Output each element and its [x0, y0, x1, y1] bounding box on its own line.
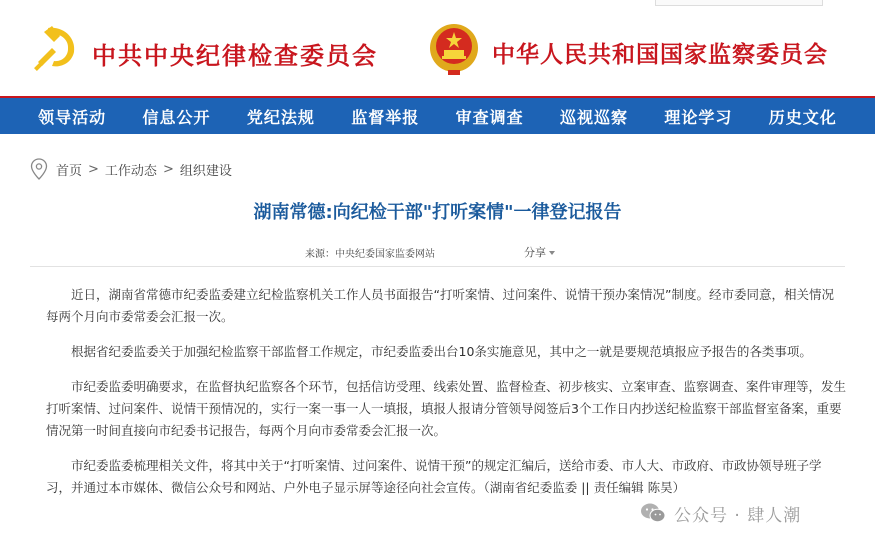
- breadcrumb-home[interactable]: 首页: [56, 163, 83, 179]
- share-button[interactable]: [524, 244, 555, 260]
- breadcrumb-separator: >: [88, 161, 99, 177]
- site-header: [0, 0, 875, 96]
- location-pin-icon: [30, 158, 48, 180]
- party-emblem-icon: [30, 22, 82, 72]
- article-paragraph: 近日，湖南省常德市纪委监委建立纪检监察机关工作人员书面报告“打听案情、过问案件、说情干预办案情况”制度。经市委同意，相关情况每两个月向市委常委会汇报一次。: [46, 287, 834, 324]
- article-paragraph: 市纪委监委梳理相关文件，将其中关于“打听案情、过问案件、说情干预”的规定汇编后，送给市委、市人大、市政府、市政协领导班子学习，并通过本市媒体、微信公众号和网站、户外电子显示屏等途径向社会宣传。（湖南省纪委监委 || 责任编辑 陈昊）: [46, 458, 822, 495]
- nav-item-theory[interactable]: 理论学习: [664, 107, 733, 127]
- nav-item-investigation[interactable]: 审查调查: [455, 107, 524, 127]
- article-body: [46, 284, 846, 512]
- national-emblem-icon: [428, 22, 480, 76]
- top-search-box[interactable]: [655, 0, 823, 6]
- breadcrumb-org-building[interactable]: 组织建设: [179, 163, 232, 179]
- article-title: 湖南常德:向纪检干部"打听案情"一律登记报告: [253, 202, 622, 223]
- divider: [30, 266, 845, 267]
- article-source: 来源：中央纪委国家监委网站: [305, 249, 435, 260]
- nav-item-leadership[interactable]: 领导活动: [38, 107, 107, 127]
- watermark: [640, 500, 801, 526]
- chevron-down-icon: [549, 251, 555, 255]
- party-title: 中共中央纪律检查委员会: [92, 41, 378, 70]
- nav-item-history[interactable]: 历史文化: [768, 107, 837, 127]
- state-title: 中华人民共和国国家监察委员会: [492, 41, 828, 68]
- wechat-icon: [640, 502, 666, 524]
- nav-item-regulations[interactable]: 党纪法规: [246, 107, 315, 127]
- breadcrumb-work-news[interactable]: 工作动态: [104, 163, 157, 179]
- main-nav: [0, 96, 875, 134]
- article-paragraph: 市纪委监委明确要求，在监督执纪监察各个环节，包括信访受理、线索处置、监督检查、初步核实、立案审查、监察调查、案件审理等，发生打听案情、过问案件、说情干预情况的，实行一案一事一人一填报，填报人报请分管领导阅签后3个工作日内抄送纪检监察干部监督室备案，重要情况第一时间直接向市纪委书记报告，每两个月向市委常委会汇报一次。: [46, 379, 847, 438]
- nav-item-reporting[interactable]: 监督举报: [351, 107, 420, 127]
- breadcrumb-separator: >: [162, 161, 174, 177]
- share-label: 分享: [524, 246, 546, 259]
- nav-item-disclosure[interactable]: 信息公开: [142, 107, 211, 127]
- article-paragraph: 根据省纪委监委关于加强纪检监察干部监督工作规定，市纪委监委出台10条实施意见，其中之一就是要规范填报应予报告的各类事项。: [71, 344, 812, 359]
- breadcrumb: [30, 158, 232, 180]
- article-meta: [0, 242, 875, 262]
- nav-item-inspection[interactable]: 巡视巡察: [560, 107, 629, 127]
- watermark-text: 公众号 · 肆人潮: [674, 505, 802, 526]
